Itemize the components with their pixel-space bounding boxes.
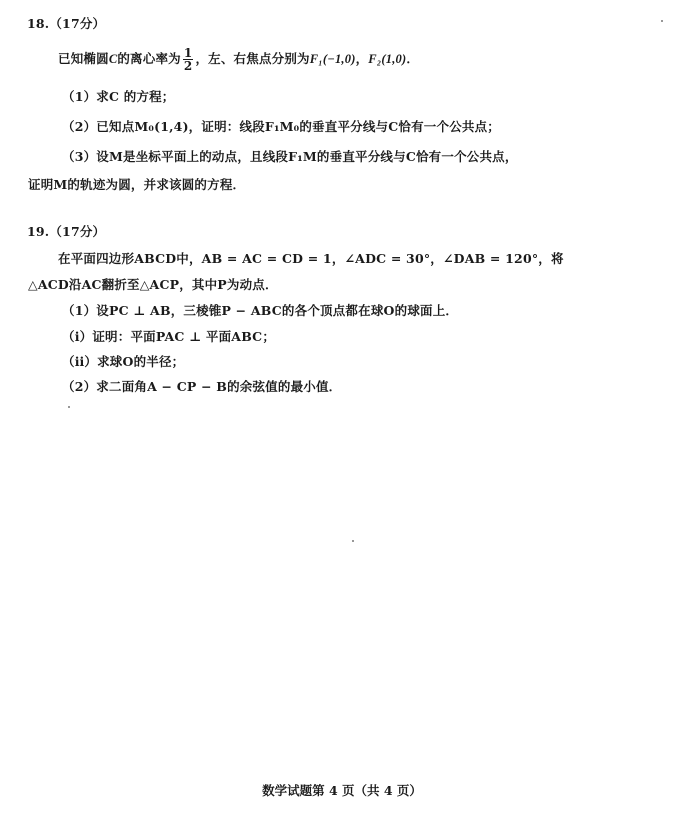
- q19-number: 19.（17分）: [27, 224, 106, 239]
- page-footer: 数学试题第 4 页（共 4 页）: [262, 783, 422, 798]
- q18-part3-line1: （3）设M是坐标平面上的动点，且线段F₁M的垂直平分线与C恰有一个公共点，: [62, 149, 518, 164]
- scan-speck: [352, 540, 354, 542]
- q19-line2: △ACD沿AC翻折至△ACP，其中P为动点．: [28, 277, 278, 292]
- q18-intro: [58, 47, 419, 72]
- q19-line1: 在平面四边形ABCD中，AB = AC = CD = 1，∠ADC = 30°，∠DAB = 120°，将: [58, 251, 564, 266]
- q18-f1: F₁(−1,0): [309, 52, 356, 66]
- q18-intro-a: 已知椭圆: [58, 51, 109, 66]
- q18-f2: F₂(1,0): [368, 52, 407, 66]
- q19-part1-ii: （ⅱ）求球O的半径；: [62, 354, 185, 369]
- q18-intro-c: C: [108, 52, 118, 66]
- scan-speck: [661, 20, 663, 22]
- q18-sep: ，: [355, 51, 369, 66]
- q18-part1: （1）求C 的方程；: [62, 89, 175, 104]
- q18-frac-den: 2: [183, 59, 193, 73]
- q18-part3-line2: 证明M的轨迹为圆，并求该圆的方程．: [28, 177, 246, 192]
- q18-intro-d: ，左、右焦点分别为: [195, 51, 310, 66]
- q18-number: 18.（17分）: [27, 16, 106, 31]
- q18-fraction: [183, 47, 194, 72]
- q18-frac-num: 1: [183, 46, 193, 60]
- q19-part1: （1）设PC ⊥ AB，三棱锥P − ABC的各个顶点都在球O的球面上．: [62, 303, 459, 318]
- scan-speck: [68, 406, 70, 408]
- q18-end: ．: [406, 51, 420, 66]
- q19-part2: （2）求二面角A − CP − B的余弦值的最小值．: [62, 379, 342, 394]
- q18-part2: （2）已知点M₀(1,4)，证明：线段F₁M₀的垂直平分线与C恰有一个公共点；: [62, 119, 500, 134]
- q18-intro-b: 的离心率为: [117, 51, 181, 66]
- q19-part1-i: （ⅰ）证明：平面PAC ⊥ 平面ABC；: [62, 329, 276, 344]
